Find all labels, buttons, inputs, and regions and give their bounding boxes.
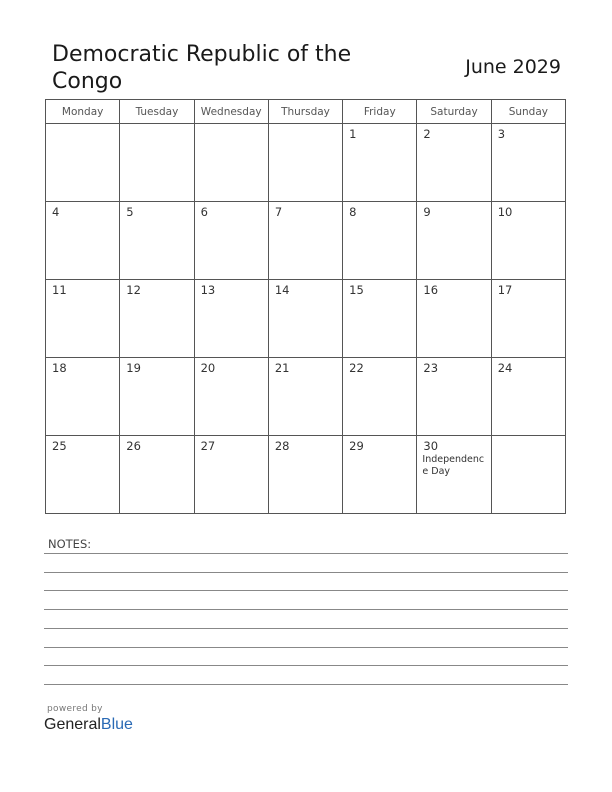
calendar-title: Democratic Republic of the Congo: [52, 42, 352, 94]
notes-line: [44, 647, 568, 648]
day-number: 19: [126, 361, 141, 375]
notes-label: NOTES:: [48, 537, 92, 551]
calendar-day-cell: [120, 202, 194, 280]
calendar-day-cell: [194, 436, 268, 514]
month-label: June 2029: [465, 56, 561, 78]
brand-logo: [44, 716, 133, 734]
day-number: 25: [52, 439, 67, 453]
calendar-day-cell: [491, 280, 565, 358]
brand-blue: Blue: [100, 716, 133, 733]
day-number: 14: [274, 283, 290, 297]
calendar-week-row: [46, 124, 566, 202]
day-number: 15: [349, 283, 364, 297]
calendar-day-cell: [120, 280, 194, 358]
day-number: 29: [349, 439, 364, 453]
notes-line: [44, 684, 568, 685]
calendar-day-cell: [491, 436, 565, 514]
calendar-week-row: [46, 202, 566, 280]
calendar-day-cell: [46, 202, 120, 280]
day-number: 1: [349, 127, 357, 141]
day-number: 18: [52, 361, 67, 375]
day-number: 7: [274, 205, 283, 219]
day-number: 13: [200, 283, 216, 297]
calendar-day-cell: [491, 202, 565, 280]
calendar-week-row: [46, 436, 566, 514]
calendar-day-cell: [46, 358, 120, 436]
calendar-day-cell: [417, 124, 491, 202]
day-number: 22: [349, 361, 364, 375]
day-number: 21: [274, 361, 290, 375]
calendar-day-cell: [120, 358, 194, 436]
calendar-day-cell: [268, 202, 342, 280]
weekday-header: Thursday: [268, 100, 342, 124]
weekday-header: Saturday: [417, 100, 491, 124]
day-number: 8: [349, 205, 357, 219]
day-number: 4: [52, 205, 60, 219]
calendar-day-cell: [343, 202, 417, 280]
calendar-week-row: [46, 280, 566, 358]
calendar-grid: [45, 99, 566, 514]
day-number: 26: [126, 439, 141, 453]
calendar-day-cell: [268, 358, 342, 436]
day-number: 17: [497, 283, 513, 297]
day-number: 5: [126, 205, 134, 219]
calendar-day-cell: [268, 124, 342, 202]
weekday-header-row: [46, 100, 566, 124]
notes-line: [44, 553, 568, 554]
notes-line: [44, 590, 568, 591]
calendar-day-cell: [194, 358, 268, 436]
weekday-header: Tuesday: [120, 100, 194, 124]
notes-line: [44, 665, 568, 666]
brand-general: General: [44, 716, 101, 733]
calendar-day-cell: [120, 124, 194, 202]
calendar-day-cell: [343, 280, 417, 358]
day-number: 24: [497, 361, 513, 375]
calendar-day-cell: [417, 202, 491, 280]
calendar-day-cell: [194, 124, 268, 202]
day-number: 2: [423, 127, 431, 141]
calendar-day-cell: [194, 202, 268, 280]
calendar-day-cell: [46, 124, 120, 202]
day-number: 11: [52, 283, 67, 297]
calendar-day-cell: [120, 436, 194, 514]
calendar-day-cell: [343, 436, 417, 514]
day-number: 6: [200, 205, 208, 219]
day-number: 16: [423, 283, 439, 297]
weekday-header: Sunday: [491, 100, 565, 124]
calendar-day-cell: [268, 280, 342, 358]
holiday-event: Independence Day: [422, 454, 485, 477]
calendar-day-cell: [46, 280, 120, 358]
notes-line: [44, 572, 568, 573]
calendar-day-cell: [417, 280, 491, 358]
day-number: 12: [126, 283, 141, 297]
notes-line: [44, 628, 568, 629]
powered-by-text: powered by: [47, 704, 103, 714]
notes-line: [44, 609, 568, 610]
calendar-day-cell: [46, 436, 120, 514]
calendar-day-cell: [491, 124, 565, 202]
weekday-header: Wednesday: [194, 100, 268, 124]
calendar-day-cell: [491, 358, 565, 436]
calendar-day-cell: [417, 436, 491, 514]
weekday-header: Monday: [46, 100, 120, 124]
calendar-day-cell: [417, 358, 491, 436]
day-number: 30: [423, 439, 439, 453]
day-number: 28: [274, 439, 290, 453]
weekday-header: Friday: [343, 100, 417, 124]
day-number: 10: [497, 205, 513, 219]
calendar-day-cell: [343, 124, 417, 202]
day-number: 3: [497, 127, 506, 141]
day-number: 20: [200, 361, 216, 375]
day-number: 23: [423, 361, 439, 375]
day-number: 9: [423, 205, 431, 219]
calendar-day-cell: [343, 358, 417, 436]
calendar-day-cell: [194, 280, 268, 358]
calendar-week-row: [46, 358, 566, 436]
calendar-day-cell: [268, 436, 342, 514]
day-number: 27: [200, 439, 216, 453]
